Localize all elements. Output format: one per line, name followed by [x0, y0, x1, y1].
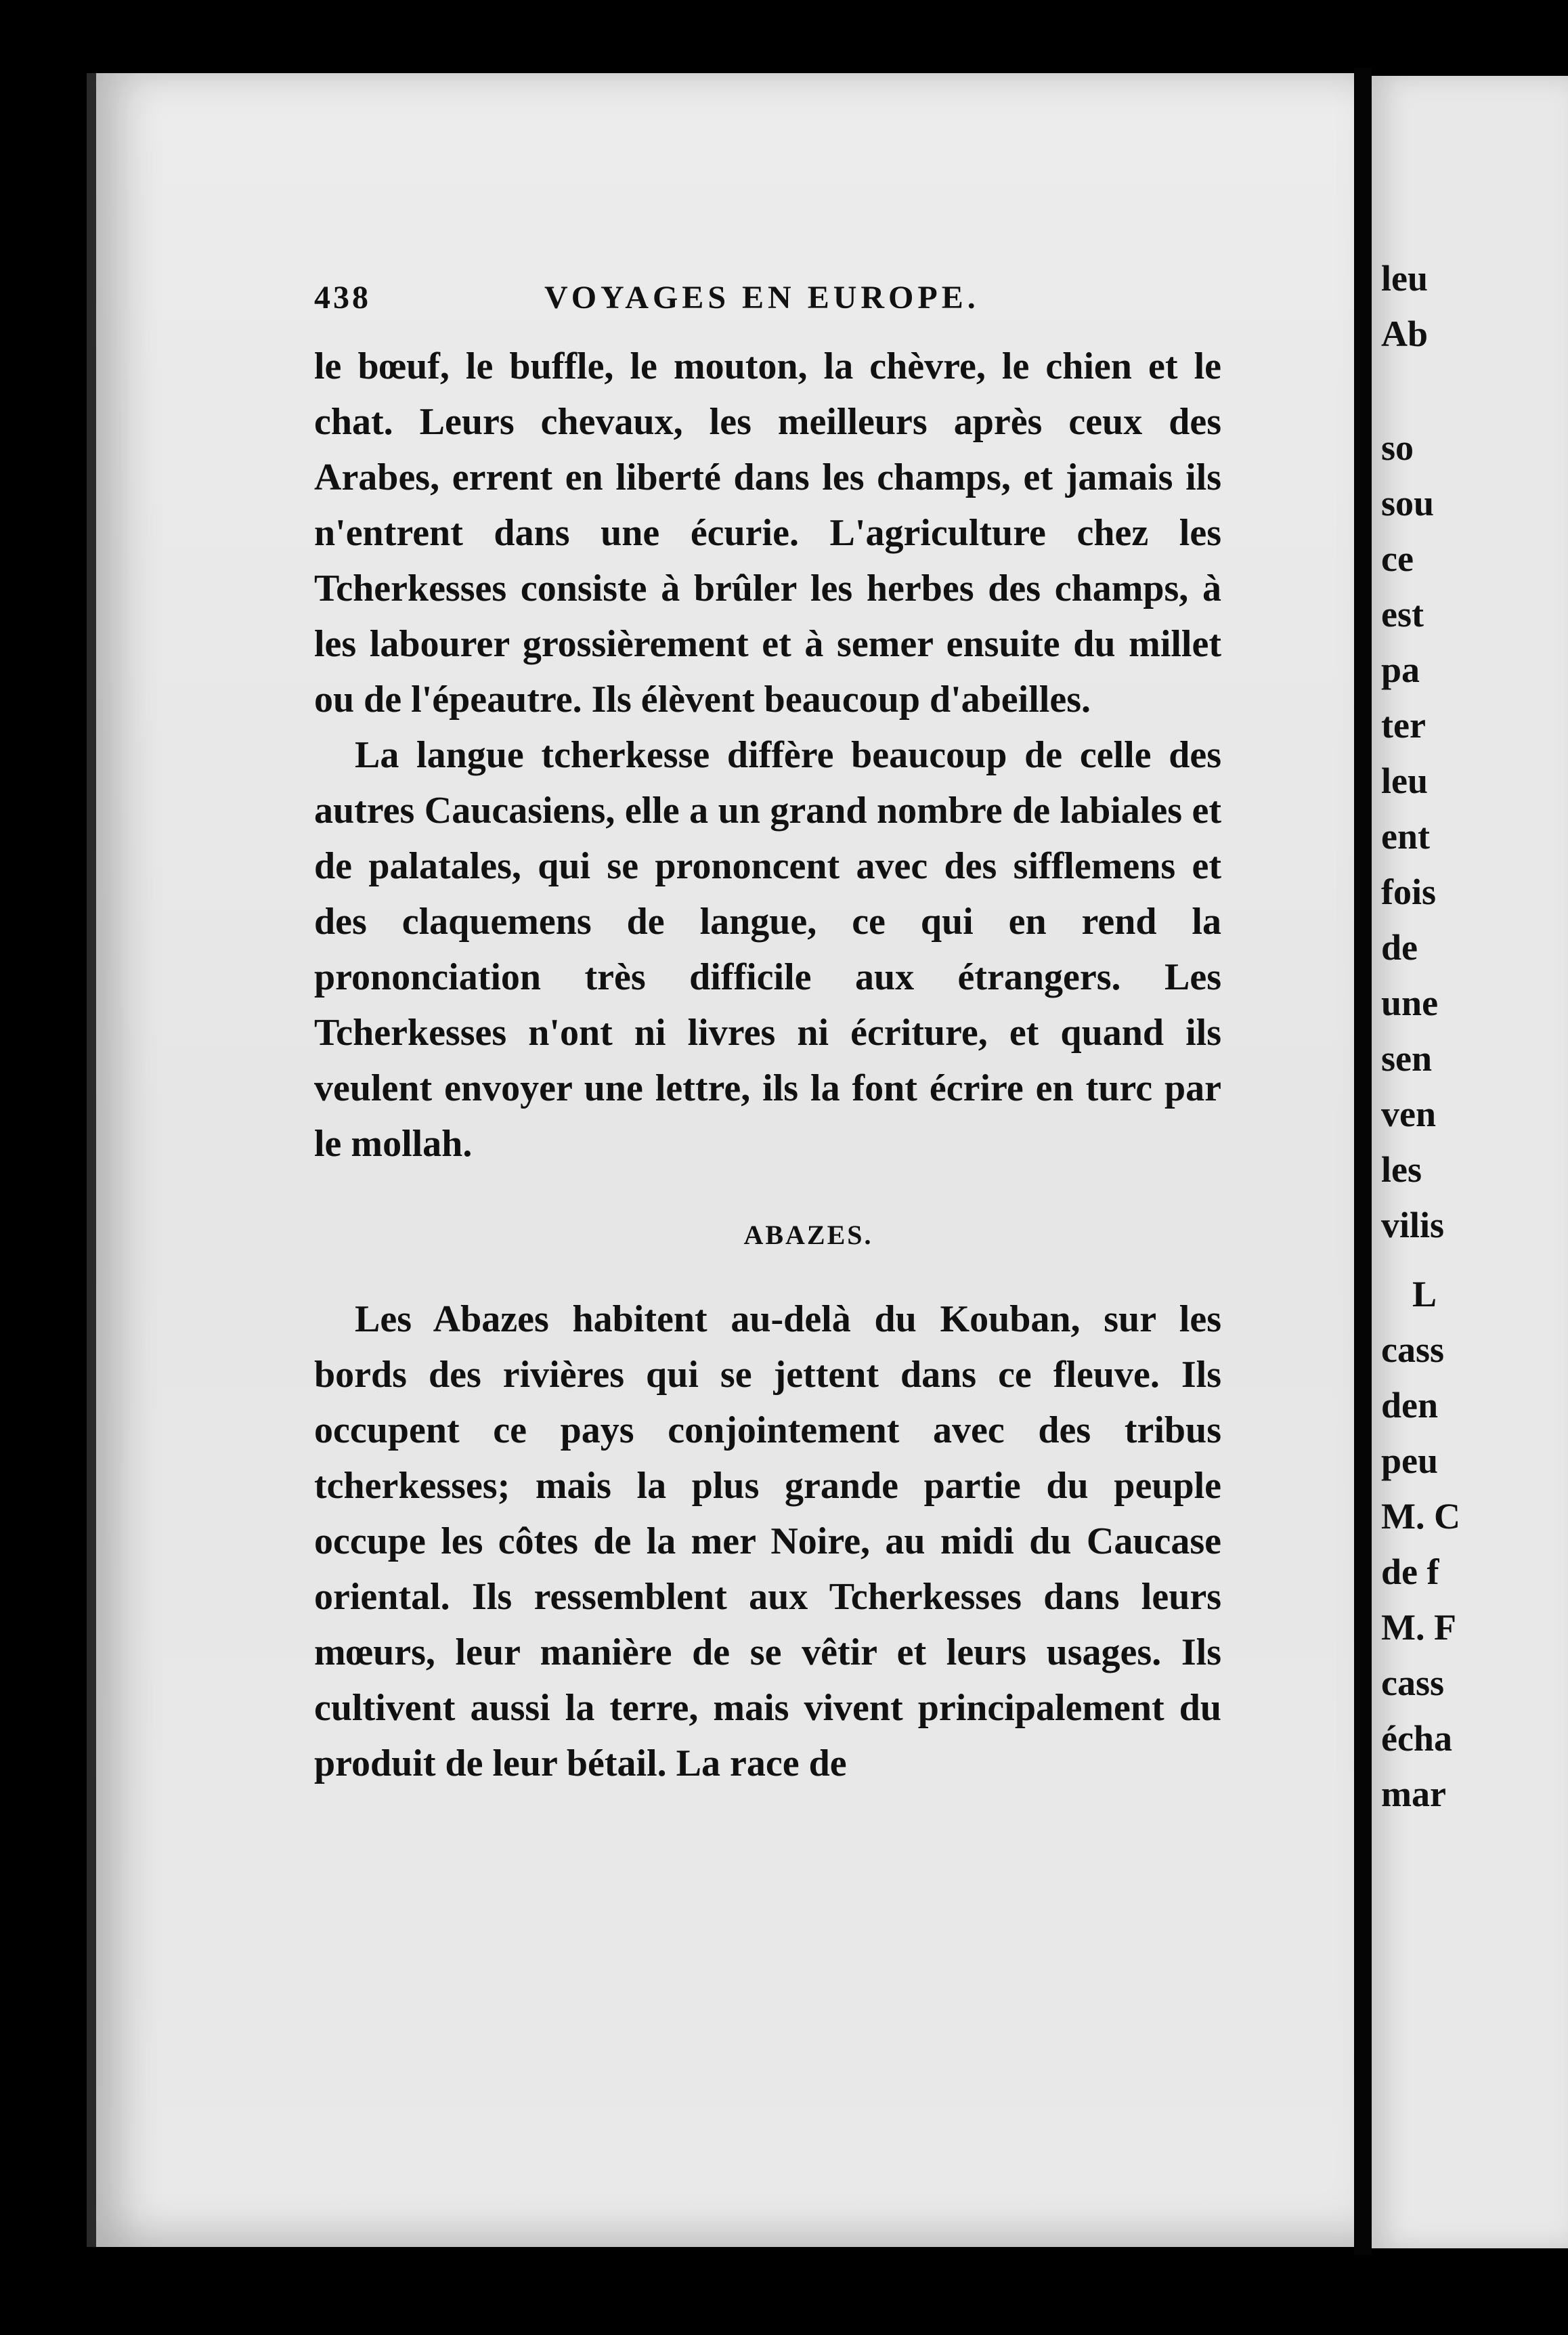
facing-page-fragment: M. C: [1381, 1496, 1460, 1537]
facing-page-fragment: vilis: [1381, 1205, 1445, 1245]
facing-page-fragment: écha: [1381, 1718, 1452, 1759]
facing-page-fragment: de f: [1381, 1551, 1439, 1592]
facing-page-fragment: so: [1381, 427, 1414, 468]
facing-page-fragment: sen: [1381, 1038, 1433, 1079]
facing-page-fragment: L: [1412, 1274, 1437, 1314]
facing-page-fragment: Ab: [1381, 314, 1429, 354]
running-title: VOYAGES EN EUROPE.: [544, 280, 980, 316]
facing-page-fragment: ven: [1381, 1094, 1436, 1134]
facing-page-fragment: sou: [1381, 483, 1435, 523]
paragraph-2: La langue tcherkesse diffère beaucoup de celle des autres Caucasiens, elle a un grand nombre de labiales et de palatales, qui se prononcent avec des sifflemens et des claquemens de langue, ce qui en rend la prononciation très difficile aux étrangers. Les Tcherkesses n'ont ni livres ni écriture, et quand ils veulent envoyer une lettre, ils la font écrire en turc par le mollah.: [314, 734, 1221, 1165]
facing-page-edge: [1372, 76, 1568, 2248]
facing-page-fragment: ter: [1381, 705, 1426, 746]
section-heading: ABAZES.: [743, 1220, 873, 1250]
page-text-block: [314, 271, 1221, 1791]
facing-page-fragment: fois: [1381, 872, 1436, 912]
page-header: [314, 271, 1221, 339]
facing-page-fragment: est: [1381, 594, 1424, 635]
facing-page-fragment: ce: [1381, 538, 1414, 579]
facing-page-fragment: leu: [1381, 761, 1429, 801]
paragraph-1: le bœuf, le buffle, le mouton, la chèvre, le chien et le chat. Leurs chevaux, les meilleurs après ceux des Arabes, errent en liberté dans les champs, et jamais ils n'entrent dans une écurie. L'agriculture chez les Tcherkesses consiste à brûler les herbes des champs, à les labourer grossièrement et à semer ensuite du millet ou de l'épeautre. Ils élèvent beaucoup d'abeilles.: [314, 345, 1221, 721]
facing-page-fragment: leu: [1381, 258, 1429, 299]
facing-page-fragment: de: [1381, 927, 1418, 968]
facing-page-fragment: cass: [1381, 1663, 1444, 1703]
facing-page-fragment: ent: [1381, 816, 1430, 857]
facing-page-fragment: peu: [1381, 1440, 1439, 1481]
facing-page-fragment: cass: [1381, 1329, 1444, 1370]
facing-page-fragment: une: [1381, 983, 1439, 1023]
book-gutter: [1354, 68, 1372, 2255]
left-page: [87, 73, 1369, 2247]
facing-page-fragment: pa: [1381, 649, 1420, 690]
page-number: 438: [314, 280, 371, 316]
facing-page-fragment: den: [1381, 1385, 1439, 1426]
facing-page-fragment: mar: [1381, 1774, 1446, 1814]
facing-page-fragment: les: [1381, 1149, 1422, 1190]
facing-page-fragment: M. F: [1381, 1607, 1456, 1648]
section-paragraph: Les Abazes habitent au-delà du Kouban, sur les bords des rivières qui se jettent dans ce fleuve. Ils occupent ce pays conjointement avec des tribus tcherkesses; mais la plus grande partie du peuple occupe les côtes de la mer Noire, au midi du Caucase oriental. Ils ressemblent aux Tcherkesses dans leurs mœurs, leur manière de se vêtir et leurs usages. Ils cultivent aussi la terre, mais vivent principalement du produit de leur bétail. La race de: [314, 1298, 1221, 1784]
